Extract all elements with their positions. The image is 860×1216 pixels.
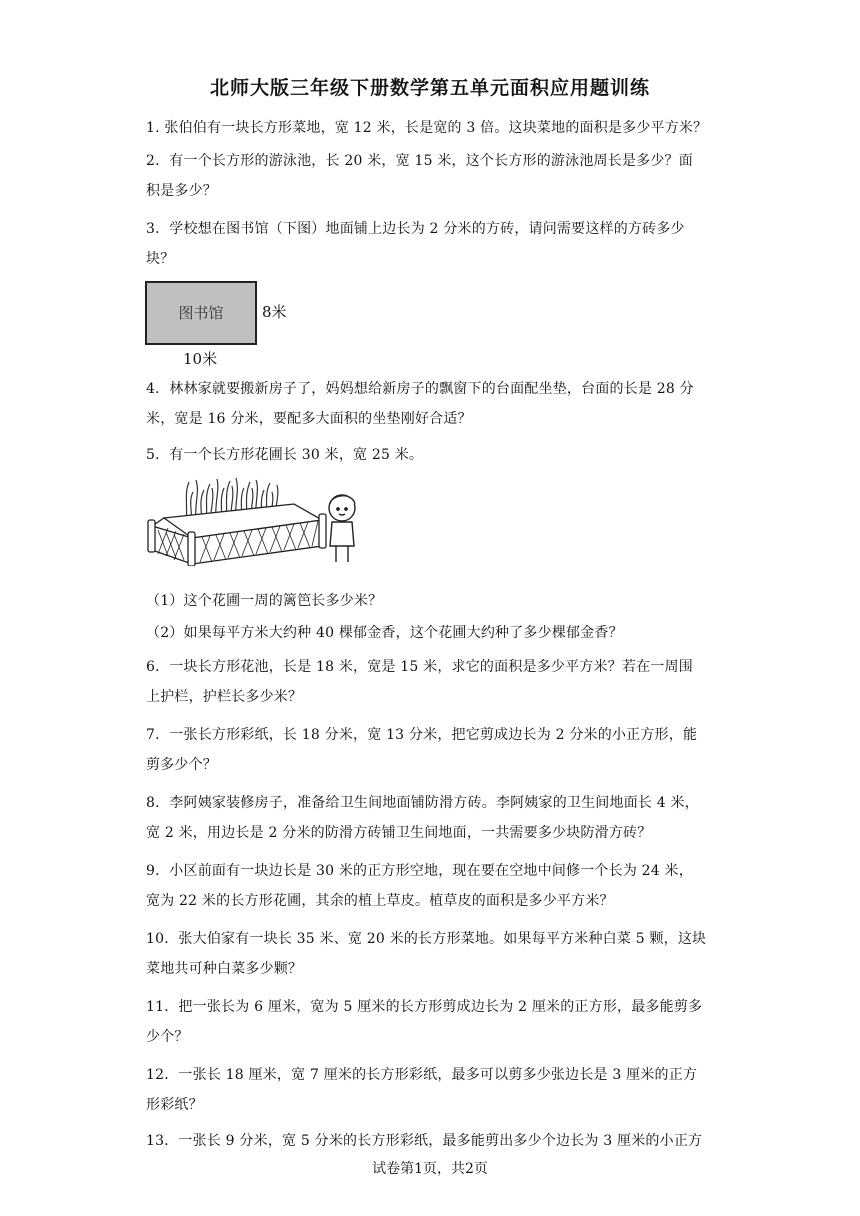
question-11 <box>146 992 718 1052</box>
question-line: 9．小区前面有一块边长是 30 米的正方形空地，现在要在空地中间修一个长为 24 米， <box>146 863 693 879</box>
question-line: 积是多少？ <box>146 183 217 199</box>
library-label: 图书馆 <box>178 304 224 322</box>
fence-icon <box>148 504 326 566</box>
question-1 <box>146 113 718 143</box>
question-10 <box>146 924 718 984</box>
question-line: 1. 张伯伯有一块长方形菜地，宽 12 米，长是宽的 3 倍。这块菜地的面积是多少平方米？ <box>146 120 708 136</box>
question-line: 7．一张长方形彩纸，长 18 分米，宽 13 分米，把它剪成边长为 2 分米的小正方形，能 <box>146 727 698 743</box>
question-2 <box>146 146 718 206</box>
page-title: 北师大版三年级下册数学第五单元面积应用题训练 <box>209 77 650 99</box>
question-line: 10．张大伯家有一块长 35 米、宽 20 米的长方形菜地。如果每平方米种白菜 5 颗，这块 <box>146 931 707 947</box>
question-line: 5．有一个长方形花圃长 30 米，宽 25 米。 <box>146 447 424 463</box>
question-13 <box>146 1126 718 1156</box>
question-7 <box>146 720 718 780</box>
question-6 <box>146 652 718 712</box>
question-line: 宽为 22 米的长方形花圃，其余的植上草皮。植草皮的面积是多少平方米？ <box>146 893 614 909</box>
question-line: 3．学校想在图书馆（下图）地面铺上边长为 2 分米的方砖，请问需要这样的方砖多少 <box>146 221 685 237</box>
question-line: 4．林林家就要搬新房子了，妈妈想给新房子的飘窗下的台面配坐垫，台面的长是 28 分 <box>146 381 694 397</box>
library-height-label: 8米 <box>262 303 287 321</box>
question-line: 6．一块长方形花池，长是 18 米，宽是 15 米，求它的面积是多少平方米？若在一周围 <box>146 659 693 675</box>
question-3 <box>146 214 718 274</box>
question-line: 11．把一张长为 6 厘米，宽为 5 厘米的长方形剪成边长为 2 厘米的正方形，最多能剪多 <box>146 999 703 1015</box>
question-line: 宽 2 米，用边长是 2 分米的防滑方砖铺卫生间地面，一共需要多少块防滑方砖？ <box>146 825 652 841</box>
question-4 <box>146 374 718 434</box>
sub-question-line: （2）如果每平方米大约种 40 棵郁金香，这个花圃大约种了多少棵郁金香？ <box>146 625 623 641</box>
question-5 <box>146 440 718 470</box>
sub-question-line: （1）这个花圃一周的篱笆长多少米？ <box>146 593 383 609</box>
library-width-label: 10米 <box>183 350 218 368</box>
question-5-sub-2 <box>146 618 718 648</box>
question-line: 形彩纸？ <box>146 1097 203 1113</box>
garden-illustration <box>144 476 366 566</box>
question-8 <box>146 788 718 848</box>
question-line: 菜地共可种白菜多少颗？ <box>146 961 303 977</box>
question-5-sub-1 <box>146 586 718 616</box>
question-line: 剪多少个？ <box>146 757 217 773</box>
library-figure <box>145 281 305 376</box>
question-line: 8．李阿姨家装修房子，准备给卫生间地面铺防滑方砖。李阿姨家的卫生间地面长 4 米， <box>146 795 699 811</box>
question-line: 上护栏，护栏长多少米？ <box>146 689 303 705</box>
question-line: 2．有一个长方形的游泳池，长 20 米，宽 15 米，这个长方形的游泳池周长是多少？面 <box>146 153 693 169</box>
question-line: 12．一张长 18 厘米，宽 7 厘米的长方形彩纸，最多可以剪多少张边长是 3 厘米的正方 <box>146 1067 698 1083</box>
question-12 <box>146 1060 718 1120</box>
child-icon <box>329 495 355 562</box>
question-9 <box>146 856 718 916</box>
question-line: 少个？ <box>146 1029 189 1045</box>
page-footer: 试卷第1页，共2页 <box>372 1161 488 1177</box>
question-line: 米，宽是 16 分米，要配多大面积的坐垫刚好合适？ <box>146 411 472 427</box>
question-line: 13．一张长 9 分米，宽 5 分米的长方形彩纸，最多能剪出多少个边长为 3 厘米的小正方 <box>146 1133 703 1149</box>
question-line: 块？ <box>146 251 175 267</box>
